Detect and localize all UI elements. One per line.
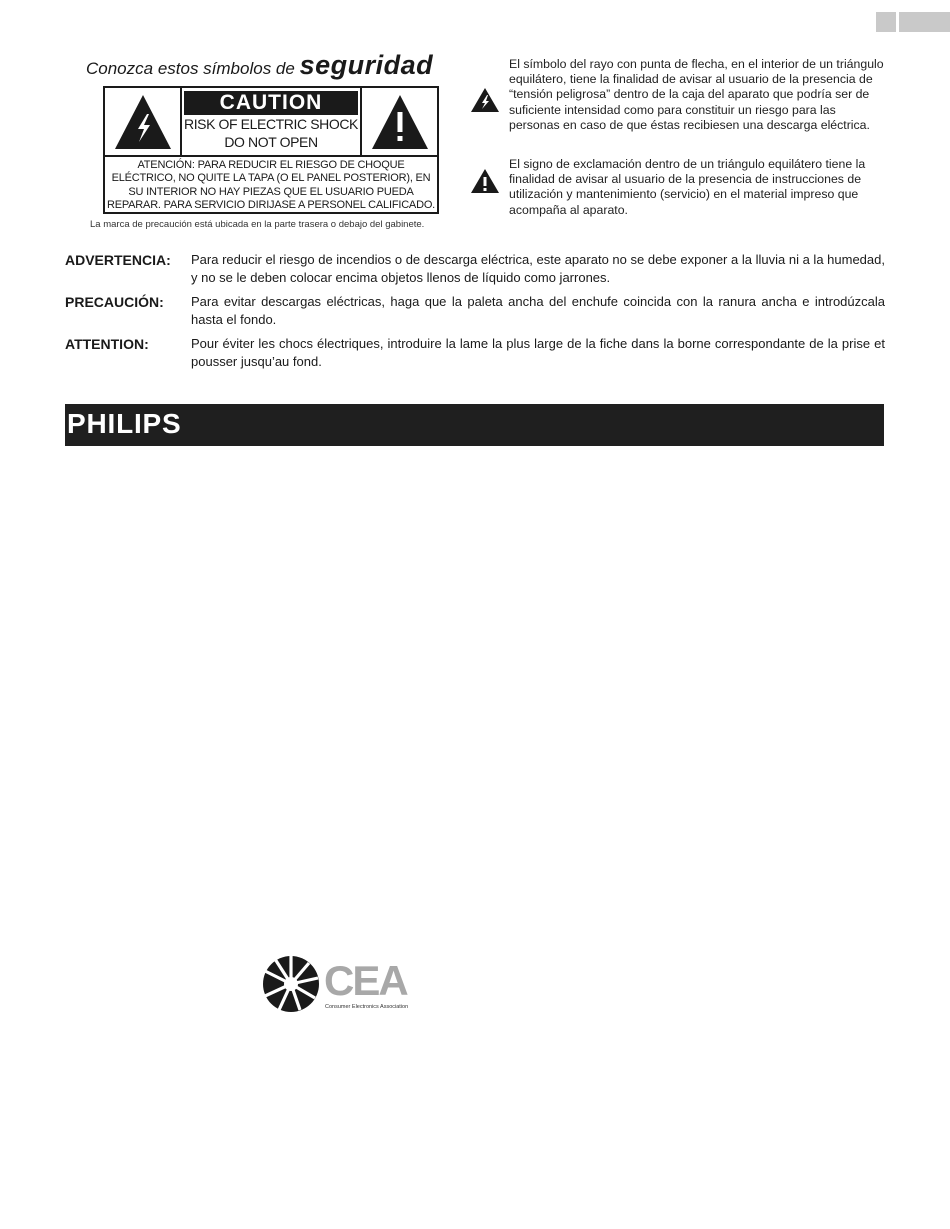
cea-letters: CEA: [324, 957, 407, 1004]
exclamation-symbol-description: El signo de exclamación dentro de un triángulo equilátero tiene la finalidad de avisar al usuario de la presencia de instrucciones de utilización y mantenimiento (servicio) en el material impreso que acompaña al aparato.: [509, 157, 866, 217]
caution-caption: La marca de precaución está ubicada en la parte trasera o debajo del gabinete.: [90, 219, 425, 230]
heading-emphasis: seguridad: [299, 50, 434, 80]
warning-label: ADVERTENCIA:: [65, 252, 171, 268]
heading-lead: Conozca estos símbolos de: [86, 59, 295, 78]
exclamation-warning-icon: [369, 92, 431, 152]
caution-open-line: DO NOT OPEN: [224, 134, 318, 150]
philips-brand-bar: [65, 404, 884, 446]
caution-exclamation-cell: [360, 88, 437, 155]
caution-notice-line: SU INTERIOR NO HAY PIEZAS QUE EL USUARIO PUEDA: [128, 185, 414, 198]
warning-text: Pour éviter les chocs électriques, introduire la lame la plus large de la fiche dans la borne correspondante de la prise et pousser jusqu’au fond.: [191, 336, 885, 369]
brand-name: PHILIPS: [67, 408, 182, 439]
warning-text: Para reducir el riesgo de incendios o de descarga eléctrica, este aparato no se debe exponer a la lluvia ni a la humedad, y no se le deben colocar encima objetos llenos de líquido como jarrones.: [191, 252, 885, 285]
warning-label: PRECAUCIÓN:: [65, 294, 164, 310]
cea-logo: [262, 952, 422, 1016]
caution-notice: [105, 157, 437, 212]
page-tab-marker: [876, 12, 896, 32]
caution-label-box: [103, 86, 439, 214]
lightning-symbol-description: El símbolo del rayo con punta de flecha, en el interior de un triángulo equilátero, tiene la finalidad de avisar al usuario de la presencia de “tensión peligrosa” dentro de la caja del aparato que podría ser de suficiente intensidad como para constituir un riesgo para las personas en caso de que éstas recibiesen una descarga eléctrica.: [509, 57, 884, 132]
warning-label: ATTENTION:: [65, 336, 149, 352]
page-tab-marker: [899, 12, 950, 32]
lightning-warning-icon: [112, 92, 174, 152]
exclamation-warning-icon: [470, 168, 500, 194]
caution-notice-line: ELÉCTRICO, NO QUITE LA TAPA (O EL PANEL POSTERIOR), EN: [111, 172, 431, 185]
caution-notice-line: REPARAR. PARA SERVICIO DIRIJASE A PERSONEL CALIFICADO.: [106, 199, 436, 212]
warning-text: Para evitar descargas eléctricas, haga que la paleta ancha del enchufe coincida con la ranura ancha e introdúzcala hasta el fondo.: [191, 294, 885, 327]
caution-title: CAUTION: [184, 91, 358, 115]
caution-notice-line: ATENCIÓN: PARA REDUCIR EL RIESGO DE CHOQUE: [137, 159, 405, 171]
caution-shock-line: RISK OF ELECTRIC SHOCK: [183, 116, 358, 132]
cea-starburst-icon: [262, 954, 320, 1014]
caution-text-cell: [182, 88, 360, 155]
caution-lightning-cell: [105, 88, 182, 155]
cea-subtitle: Consumer Electronics Association: [325, 1004, 409, 1010]
safety-symbols-heading: [86, 50, 433, 81]
lightning-warning-icon: [470, 87, 500, 113]
caution-top-row: [105, 88, 437, 157]
